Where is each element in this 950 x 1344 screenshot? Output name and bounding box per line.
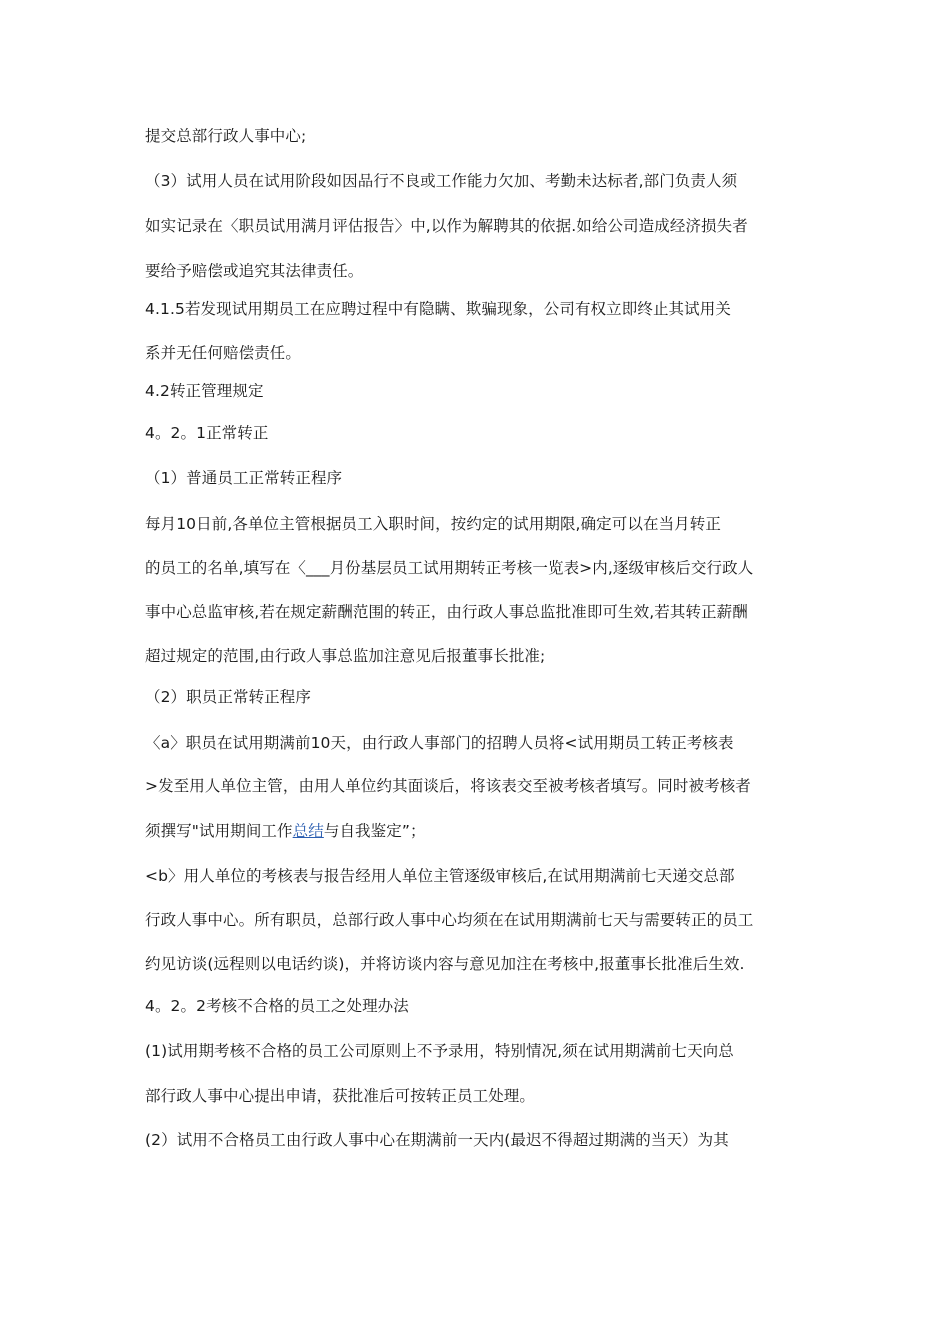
text-line: 要给予赔偿或追究其法律责任。	[145, 262, 364, 280]
text-line: (2）试用不合格员工由行政人事中心在期满前一天内(最迟不得超过期满的当天）为其	[145, 1131, 729, 1149]
summary-link[interactable]: 总结	[292, 822, 324, 840]
subsection-heading: 4。2。2考核不合格的员工之处理办法	[145, 997, 409, 1015]
text-line: 每月10日前,各单位主管根据员工入职时间，按约定的试用期限,确定可以在当月转正	[145, 515, 721, 533]
text-line: （1）普通员工正常转正程序	[145, 469, 343, 487]
text-line: 如实记录在〈职员试用满月评估报告〉中,以作为解聘其的依据.如给公司造成经济损失者	[145, 217, 748, 235]
text-line: 部行政人事中心提出申请，获批准后可按转正员工处理。	[145, 1087, 536, 1105]
text-line: 4.1.5若发现试用期员工在应聘过程中有隐瞒、欺骗现象，公司有权立即终止其试用关	[145, 300, 731, 318]
text-segment: 与自我鉴定”；	[323, 822, 426, 840]
text-line: （2）职员正常转正程序	[145, 688, 311, 706]
text-segment: 须撰写"试用期间工作	[145, 822, 293, 840]
section-heading: 4.2转正管理规定	[145, 382, 264, 400]
text-line	[145, 820, 815, 842]
text-line: <b〉用人单位的考核表与报告经用人单位主管逐级审核后,在试用期满前七天递交总部	[145, 867, 735, 885]
text-line: 提交总部行政人事中心;	[145, 127, 307, 145]
subsection-heading: 4。2。1正常转正	[145, 424, 269, 442]
text-line: >发至用人单位主管，由用人单位约其面谈后，将该表交至被考核者填写。同时被考核者	[145, 777, 751, 795]
text-line: 超过规定的范围,由行政人事总监加注意见后报董事长批准;	[145, 647, 546, 665]
text-line: 行政人事中心。所有职员，总部行政人事中心均须在在试用期满前七天与需要转正的员工	[145, 911, 754, 929]
text-line: 系并无任何赔偿责任。	[145, 344, 302, 362]
text-line: 约见访谈(远程则以电话约谈)，并将访谈内容与意见加注在考核中,报董事长批准后生效.	[145, 955, 745, 973]
text-line: 事中心总监审核,若在规定薪酬范围的转正，由行政人事总监批准即可生效,若其转正薪酬	[145, 603, 748, 621]
text-line: （3）试用人员在试用阶段如因品行不良或工作能力欠加、考勤未达标者,部门负责人须	[145, 172, 738, 190]
text-line: 〈a〉职员在试用期满前10天，由行政人事部门的招聘人员将<试用期员工转正考核表	[145, 734, 734, 752]
text-line: (1)试用期考核不合格的员工公司原则上不予录用，特别情况,须在试用期满前七天向总	[145, 1042, 734, 1060]
text-line: 的员工的名单,填写在〈___月份基层员工试用期转正考核一览表>内,逐级审核后交行政人	[145, 559, 754, 577]
